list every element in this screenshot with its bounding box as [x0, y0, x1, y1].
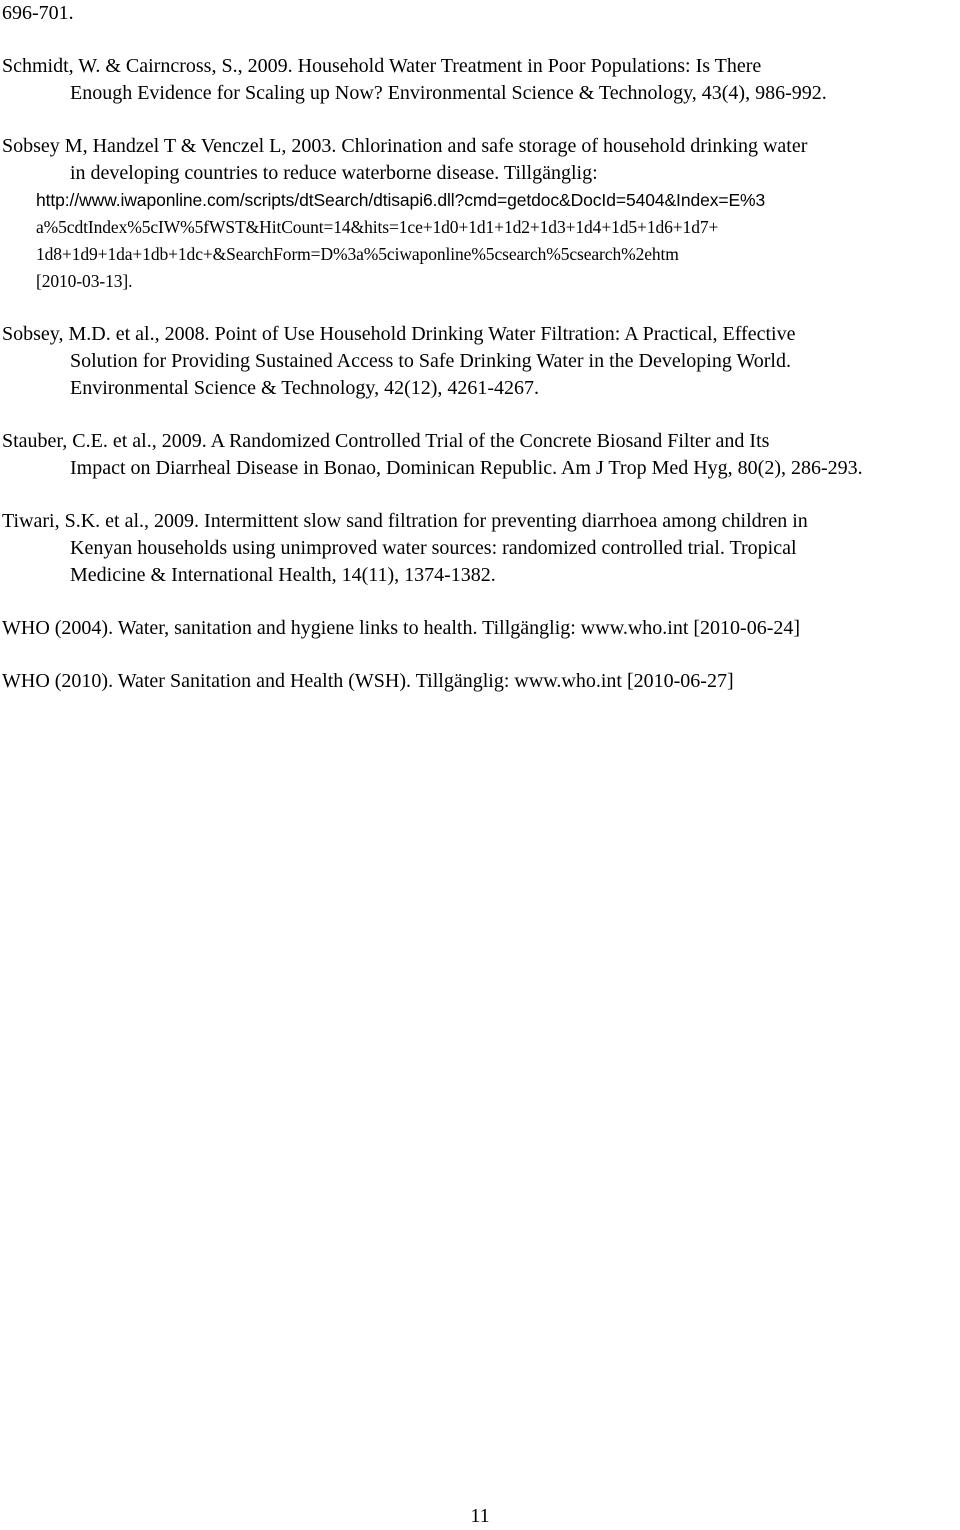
- reference-line: Enough Evidence for Scaling up Now? Environmental Science & Technology, 43(4), 986-992.: [70, 82, 827, 104]
- reference-line: Solution for Providing Sustained Access to Safe Drinking Water in the Developing World.: [70, 350, 791, 372]
- reference-line: Environmental Science & Technology, 42(12), 4261-4267.: [70, 377, 540, 399]
- reference-stauber-2009: [2, 428, 952, 482]
- reference-line: Kenyan households using unimproved water sources: randomized controlled trial. Tropical: [70, 537, 797, 559]
- reference-url-line[interactable]: 1d8+1d9+1da+1db+1dc+&SearchForm=D%3a%5ciwaponline%5csearch%5csearch%2ehtm: [36, 244, 679, 264]
- reference-who-2010: [2, 668, 952, 695]
- reference-access-date: [2010-03-13].: [36, 271, 133, 291]
- reference-url-line[interactable]: http://www.iwaponline.com/scripts/dtSearch/dtisapi6.dll?cmd=getdoc&DocId=5404&Index=E%3: [36, 190, 766, 210]
- reference-sobsey-2008: [2, 321, 952, 402]
- reference-list: [2, 0, 952, 721]
- reference-line: Stauber, C.E. et al., 2009. A Randomized Controlled Trial of the Concrete Biosand Filter and Its: [2, 430, 770, 452]
- reference-line: 696-701.: [2, 2, 74, 24]
- reference-line: Sobsey M, Handzel T & Venczel L, 2003. Chlorination and safe storage of household drinking water: [2, 135, 808, 157]
- reference-continuation: [2, 0, 952, 27]
- reference-who-2004: [2, 615, 952, 642]
- page-number: 11: [470, 1505, 490, 1527]
- reference-tiwari-2009: [2, 508, 952, 589]
- reference-line: Schmidt, W. & Cairncross, S., 2009. Household Water Treatment in Poor Populations: Is There: [2, 55, 762, 77]
- reference-sobsey-2003: [2, 133, 952, 295]
- reference-line: WHO (2004). Water, sanitation and hygiene links to health. Tillgänglig: www.who.int [2010-06-24]: [2, 617, 801, 639]
- reference-url-line[interactable]: a%5cdtIndex%5cIW%5fWST&HitCount=14&hits=1ce+1d0+1d1+1d2+1d3+1d4+1d5+1d6+1d7+: [36, 217, 719, 237]
- reference-line: WHO (2010). Water Sanitation and Health (WSH). Tillgänglig: www.who.int [2010-06-27]: [2, 670, 734, 692]
- reference-line: Medicine & International Health, 14(11), 1374-1382.: [70, 564, 496, 586]
- reference-line: Impact on Diarrheal Disease in Bonao, Dominican Republic. Am J Trop Med Hyg, 80(2), 286-293.: [70, 457, 863, 479]
- reference-line: Tiwari, S.K. et al., 2009. Intermittent slow sand filtration for preventing diarrhoea among children in: [2, 510, 808, 532]
- reference-schmidt-2009: [2, 53, 952, 107]
- reference-line: in developing countries to reduce waterborne disease. Tillgänglig:: [70, 162, 598, 184]
- reference-line: Sobsey, M.D. et al., 2008. Point of Use Household Drinking Water Filtration: A Practical, Effective: [2, 323, 796, 345]
